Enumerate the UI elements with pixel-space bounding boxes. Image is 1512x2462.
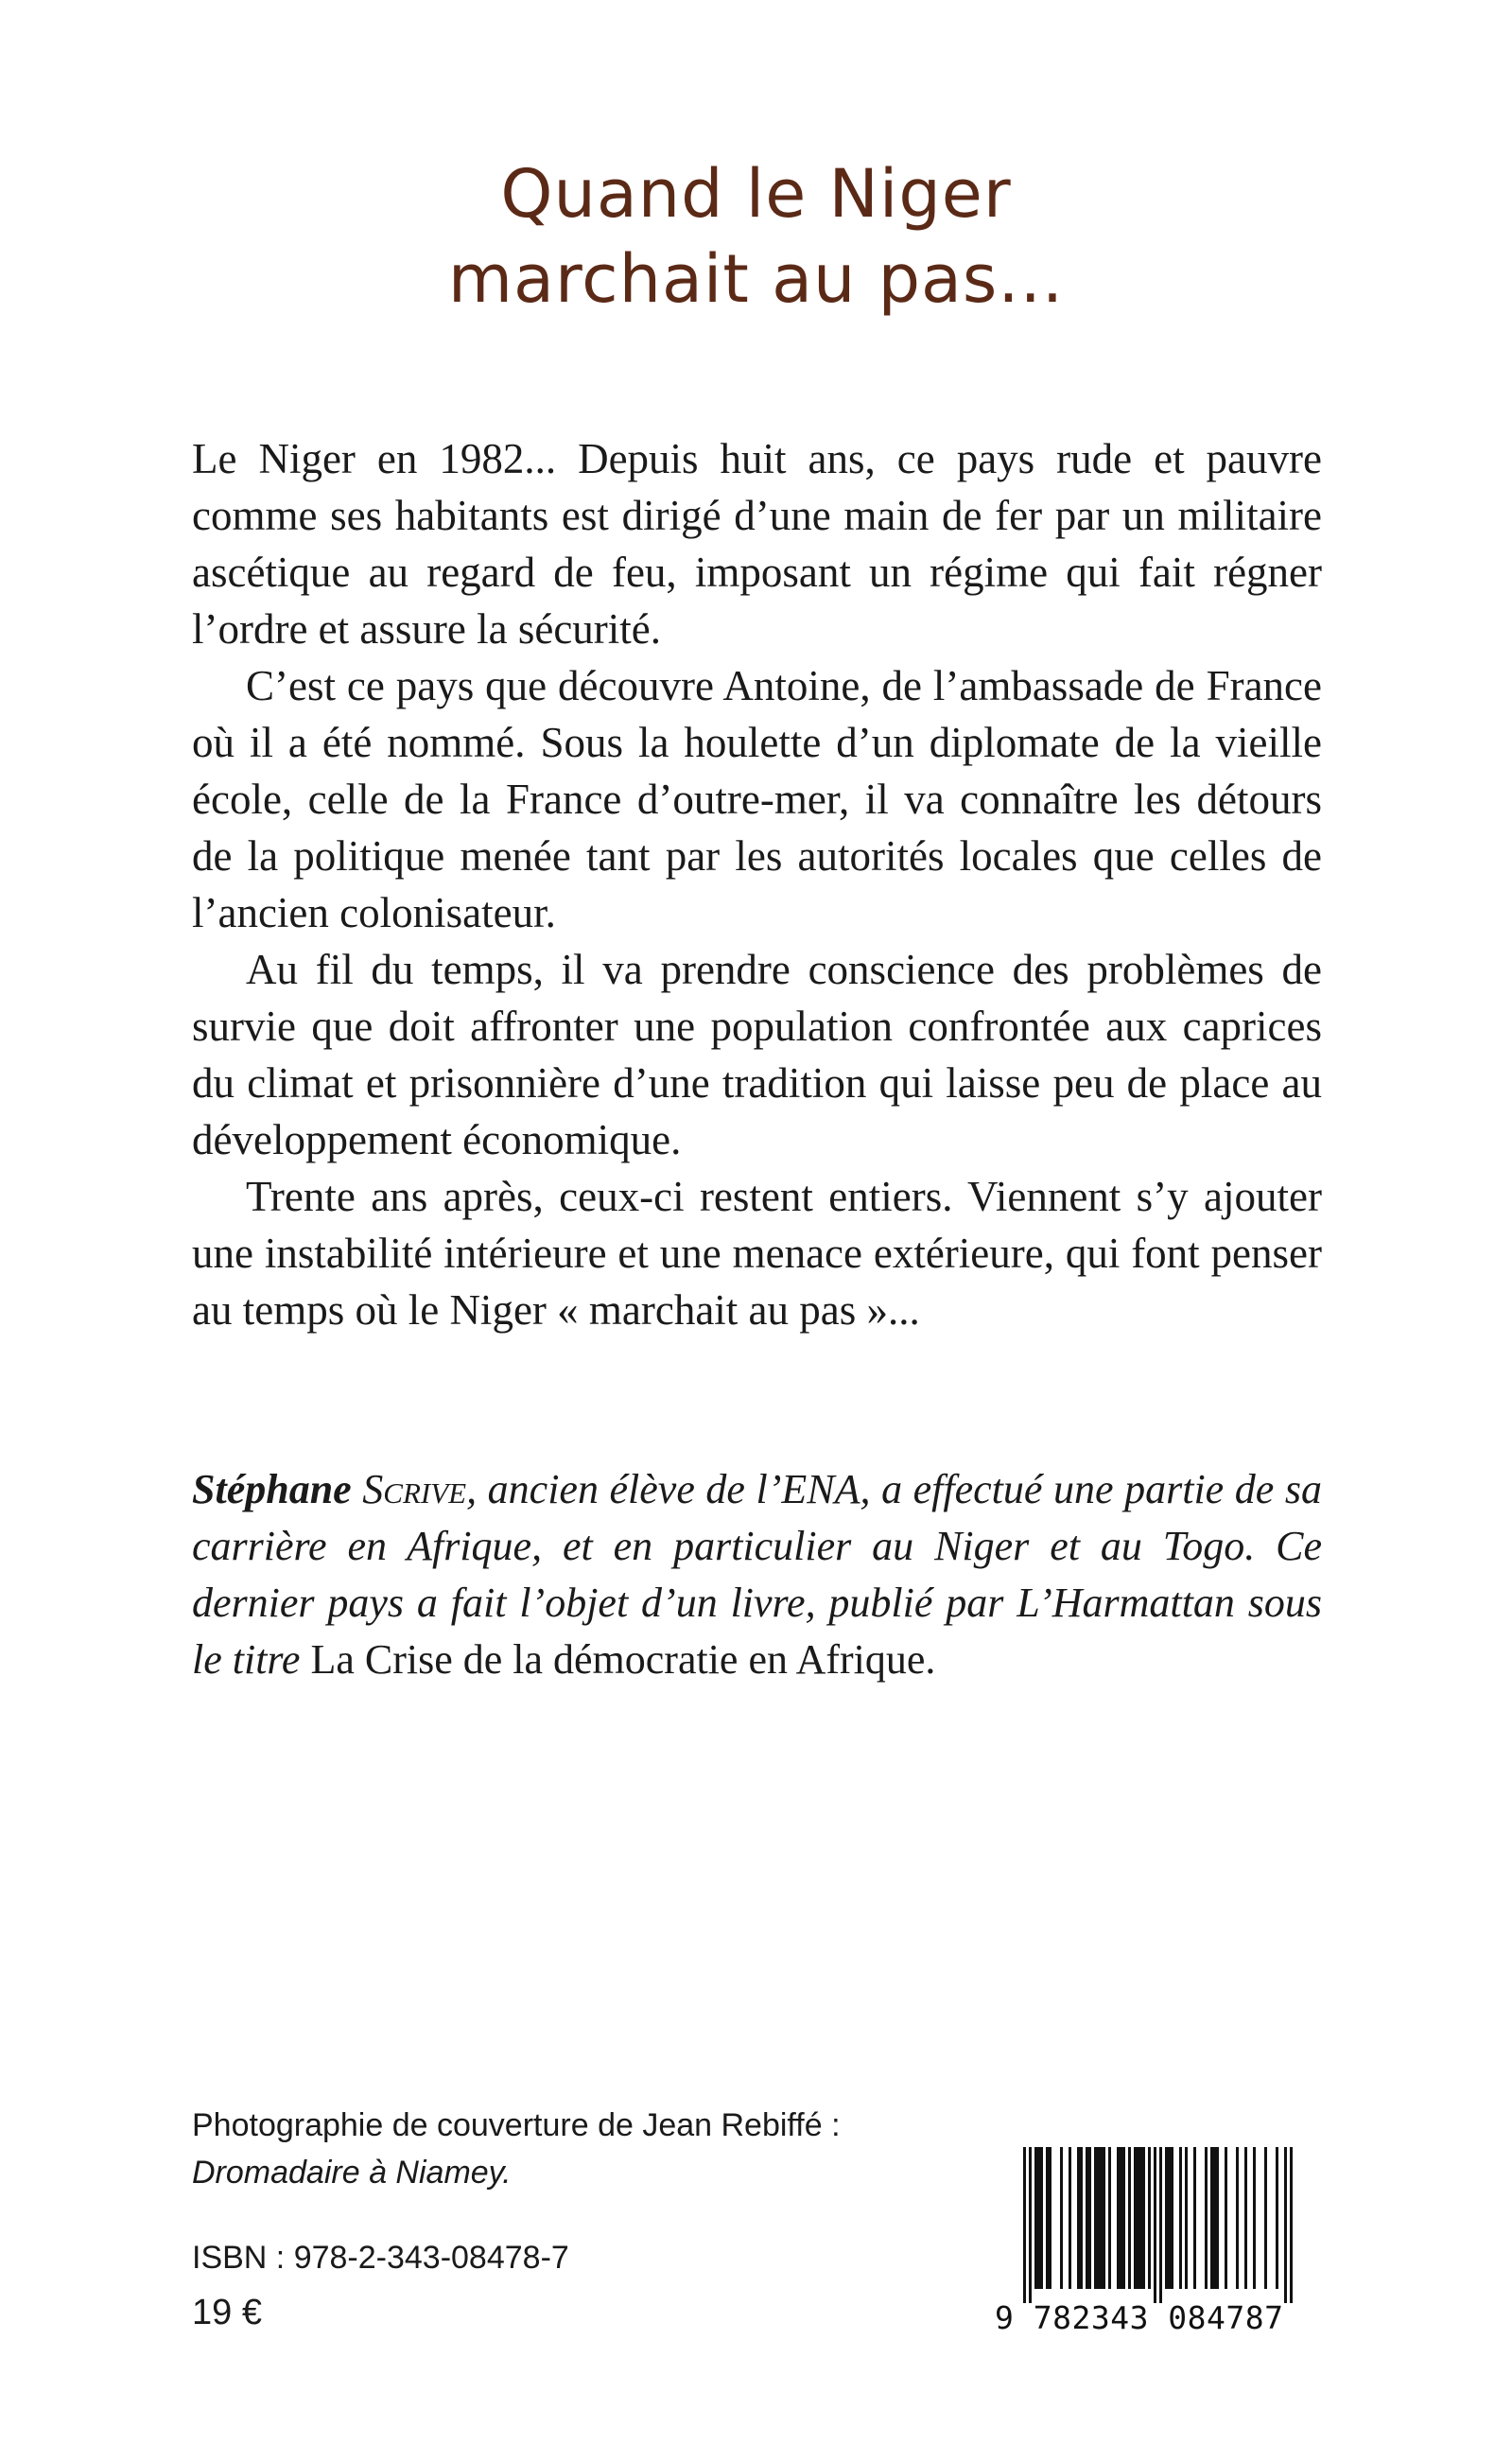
book-title [0,151,1512,322]
barcode-bar [1069,2147,1071,2289]
blurb [192,430,1322,1338]
isbn: ISBN : 978-2-343-08478-7 [192,2240,569,2276]
barcode-bar [1049,2147,1051,2289]
barcode-bar [1060,2147,1063,2289]
barcode-bar [1122,2147,1125,2289]
barcode-bar [1154,2147,1156,2303]
author-last-name: Scrive [362,1466,467,1512]
blurb-paragraph-1: Le Niger en 1982... Depuis huit ans, ce pays rude et pauvre comme ses habitants est dirigé d’une main de fer par un militaire ascétique au regard de feu, imposant un régime qui fait régner l’ordre et assure la sécurité. [192,435,1322,653]
barcode-bar [1193,2147,1196,2289]
barcode-bar [1216,2147,1219,2289]
title-line-1: Quand le Niger [500,155,1012,233]
blurb-paragraph-4: Trente ans après, ceux-ci restent entiers. Viennent s’y ajouter une instabilité intérieure et une menace extérieure, qui font penser au temps où le Niger « marchait au pas »... [192,1173,1322,1334]
photo-credits [192,2102,930,2196]
author-bio [192,1461,1322,1688]
barcode-bar [1185,2147,1188,2289]
barcode-bar [1253,2147,1256,2289]
related-book-title: La Crise de la démocratie en Afrique. [310,1636,936,1683]
title-line-2: marchait au pas... [447,240,1065,318]
barcode-bar [1080,2147,1083,2289]
blurb-paragraph-3: Au fil du temps, il va prendre conscience des problèmes de survie que doit affronter une population confrontée aux caprices du climat et prisonnière d’une tradition qui laisse peu de place au développement économique. [192,946,1322,1163]
barcode-bar [1264,2147,1267,2289]
author-first-name: Stéphane [192,1466,352,1512]
barcode-bar [1100,2147,1103,2289]
barcode-bar [1037,2147,1040,2289]
barcode-bars [995,2147,1318,2303]
barcode-bar [1117,2147,1120,2289]
barcode-bar [1168,2147,1171,2289]
barcode-bar [1077,2147,1080,2289]
barcode-bar [1086,2147,1088,2289]
barcode-bar [1094,2147,1097,2289]
barcode-bar [1046,2147,1049,2289]
barcode-digits: 9 782343 084787 [995,2299,1284,2336]
barcode-bar [1137,2147,1139,2289]
barcode-bar [1213,2147,1216,2289]
barcode-bar [1290,2147,1293,2303]
photo-caption: Dromadaire à Niamey. [192,2155,512,2191]
photo-credit-line: Photographie de couverture de Jean Rebiffé : [192,2107,841,2143]
barcode-bar [1034,2147,1037,2289]
barcode-bar [1210,2147,1213,2289]
barcode-bar [1205,2147,1208,2289]
barcode-bar [1103,2147,1105,2289]
barcode-bar [1225,2147,1227,2289]
blurb-paragraph-2: C’est ce pays que découvre Antoine, de l’ambassade de France où il a été nommé. Sous la houlette d’un diplomate de la vieille école, celle de la France d’outre-mer, il va connaître les détours de la politique menée tant par les autorités locales que celles de l’ancien colonisateur. [192,662,1322,936]
barcode [995,2147,1318,2336]
barcode-bar [1171,2147,1173,2289]
barcode-bar [1236,2147,1239,2289]
price: 19 € [192,2293,262,2332]
barcode-bar [1029,2147,1032,2303]
author-bio-text: , ancien élève de l’ENA, a effectué une partie de sa carrière en Afrique, et en particulier au Niger et au Togo. Ce dernier pays a fait l’objet d’un livre, publié par L’Harmattan sous le titre [192,1466,1322,1683]
barcode-bar [1023,2147,1026,2303]
barcode-bar [1088,2147,1091,2289]
barcode-bar [1134,2147,1137,2289]
barcode-bar [1165,2147,1168,2289]
barcode-bar [1244,2147,1247,2289]
barcode-bar [1148,2147,1151,2289]
barcode-bar [1179,2147,1182,2289]
barcode-bar [1040,2147,1043,2289]
barcode-bar [1128,2147,1131,2289]
barcode-bar [1284,2147,1287,2303]
barcode-bar [1276,2147,1278,2289]
barcode-bar [1159,2147,1162,2303]
barcode-bar [1108,2147,1111,2289]
barcode-bar [1139,2147,1142,2289]
barcode-bar [1097,2147,1100,2289]
barcode-bar [1120,2147,1122,2289]
barcode-bar [1142,2147,1145,2289]
